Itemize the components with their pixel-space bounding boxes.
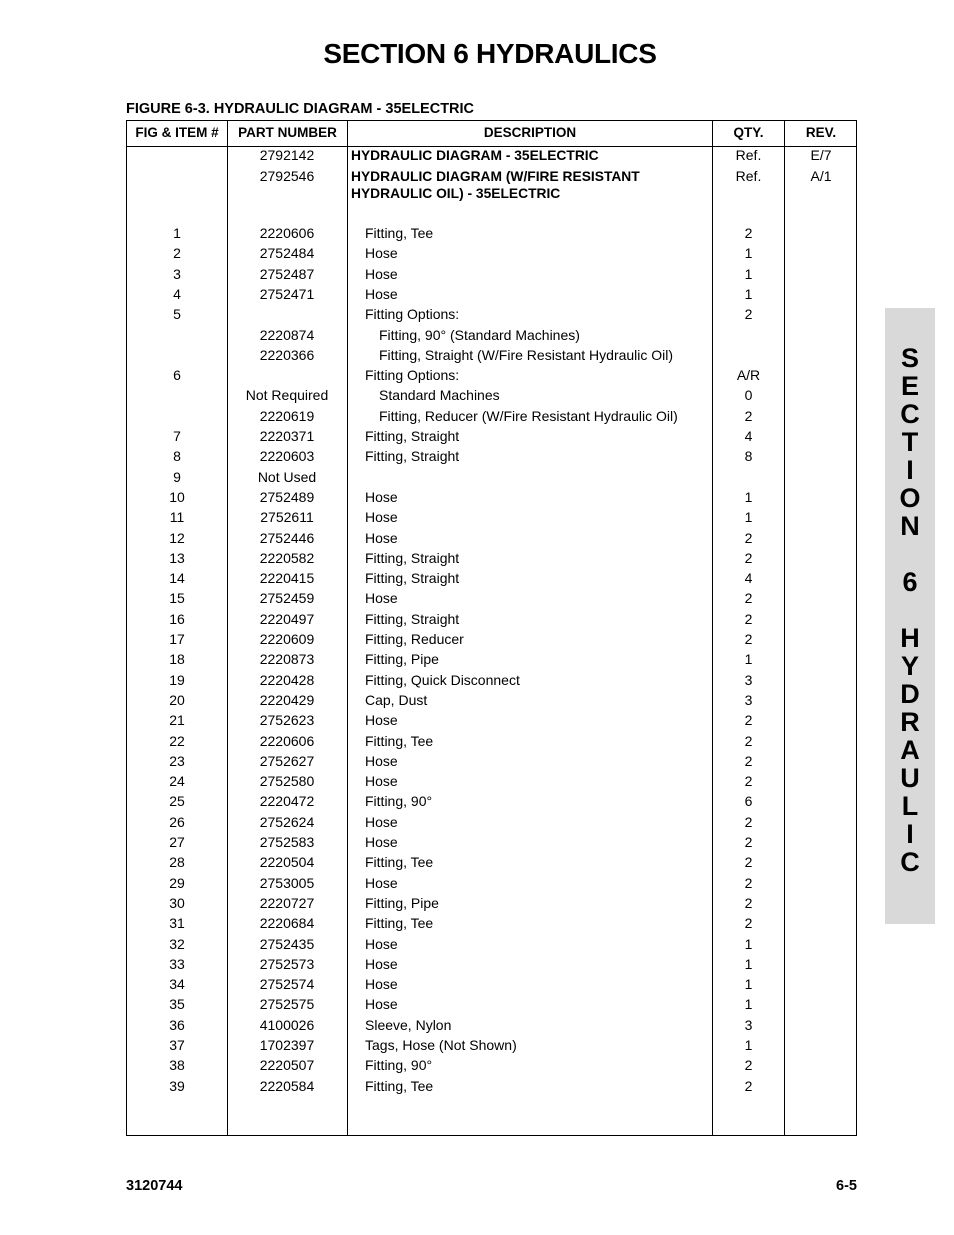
table-row xyxy=(127,672,856,692)
part-number-cell: 2792546 xyxy=(259,168,315,184)
fig-item-cell: 11 xyxy=(169,509,185,526)
description-cell: Fitting, Reducer (W/Fire Resistant Hydraulic Oil) xyxy=(379,407,678,424)
fig-item-cell: 8 xyxy=(173,448,181,465)
part-number-cell: 2752459 xyxy=(259,590,315,607)
fig-item-cell: 16 xyxy=(169,610,185,627)
part-number-cell: 2220415 xyxy=(259,570,315,587)
qty-cell: 2 xyxy=(744,834,753,850)
description-cell: Fitting, Quick Disconnect xyxy=(365,671,520,688)
qty-cell: 2 xyxy=(744,773,753,790)
qty-cell: 1 xyxy=(744,285,753,302)
table-row xyxy=(127,834,856,854)
table-row xyxy=(127,976,856,996)
qty-cell: 2 xyxy=(744,813,753,830)
description-cell: Fitting, Tee xyxy=(365,1077,434,1094)
part-number-cell: 2220429 xyxy=(259,691,315,708)
fig-item-cell: 25 xyxy=(169,793,185,810)
side-tab-letter: I xyxy=(906,819,914,849)
part-number-cell: 2220606 xyxy=(259,732,315,749)
fig-item-cell: 37 xyxy=(169,1037,185,1053)
description-cell: Sleeve, Nylon xyxy=(365,1016,452,1033)
table-row xyxy=(127,286,856,306)
table-row xyxy=(127,347,856,367)
table-row xyxy=(127,245,856,265)
qty-cell: 6 xyxy=(744,793,753,810)
side-tab-letter: Y xyxy=(900,651,919,681)
table-row xyxy=(127,448,856,468)
qty-cell: 2 xyxy=(744,894,753,911)
fig-item-cell: 6 xyxy=(173,367,181,384)
fig-item-cell: 22 xyxy=(169,732,185,749)
part-number-cell: 2220472 xyxy=(259,793,315,810)
table-row xyxy=(127,956,856,976)
table-row xyxy=(127,611,856,631)
fig-item-cell: 3 xyxy=(173,265,181,282)
qty-cell: 1 xyxy=(744,509,753,526)
fig-item-cell: 21 xyxy=(169,712,185,729)
qty-cell: 2 xyxy=(744,306,753,323)
part-number-cell: 2752624 xyxy=(259,813,315,830)
table-row xyxy=(127,530,856,550)
description-cell: Fitting, Tee xyxy=(365,732,434,749)
header-description: DESCRIPTION xyxy=(483,125,577,140)
section-side-tab xyxy=(885,308,935,924)
description-cell: Fitting, Reducer xyxy=(365,631,464,647)
table-row xyxy=(127,147,856,167)
part-number-cell: 2220366 xyxy=(259,346,315,363)
side-tab-letter: 6 xyxy=(902,567,918,597)
description-cell: Fitting, Tee xyxy=(365,915,434,932)
part-number-cell: 2220582 xyxy=(259,549,315,566)
description-cell: Hose xyxy=(365,874,398,891)
qty-cell: 2 xyxy=(744,915,753,932)
side-tab-letter: U xyxy=(900,763,920,793)
side-tab-letter: O xyxy=(899,483,921,513)
description-cell: Fitting, 90° xyxy=(365,1057,433,1074)
qty-cell: 3 xyxy=(744,691,753,708)
description-cell: Fitting, Straight xyxy=(365,570,460,587)
fig-item-cell: 39 xyxy=(169,1077,185,1094)
qty-cell: 0 xyxy=(744,387,753,404)
table-row xyxy=(127,915,856,935)
rev-cell: E/7 xyxy=(810,147,832,163)
part-number-cell: 2752487 xyxy=(259,265,315,282)
fig-item-cell: 12 xyxy=(169,529,185,546)
qty-cell: 2 xyxy=(744,874,753,891)
table-row xyxy=(127,651,856,671)
qty-cell: 3 xyxy=(744,1016,753,1033)
table-row xyxy=(127,306,856,326)
part-number-cell: 2752580 xyxy=(259,773,315,790)
description-cell: Hose xyxy=(365,245,398,262)
part-number-cell: 2220874 xyxy=(259,326,315,343)
description-cell: Hose xyxy=(365,996,398,1013)
qty-cell: 2 xyxy=(744,407,753,424)
part-number-cell: 2752627 xyxy=(259,752,315,769)
description-cell: Hose xyxy=(365,488,398,505)
table-row xyxy=(127,733,856,753)
part-number-cell: 2220619 xyxy=(259,407,315,424)
section-title: SECTION 6 HYDRAULICS xyxy=(323,38,657,69)
description-cell: Fitting, Tee xyxy=(365,854,434,871)
table-row xyxy=(127,509,856,529)
fig-item-cell: 33 xyxy=(169,955,185,972)
table-row xyxy=(127,936,856,956)
side-tab-letter: N xyxy=(900,511,920,541)
header-fig-item: FIG & ITEM # xyxy=(135,125,219,140)
table-row xyxy=(127,225,856,245)
page-number: 6-5 xyxy=(836,1178,857,1194)
qty-cell: 2 xyxy=(744,631,753,647)
table-row xyxy=(127,367,856,387)
qty-cell: 1 xyxy=(744,976,753,993)
qty-cell: 2 xyxy=(744,529,753,546)
fig-item-cell: 19 xyxy=(169,671,185,688)
qty-cell: 1 xyxy=(744,651,753,668)
side-tab-letter: C xyxy=(900,847,920,877)
qty-cell: 2 xyxy=(744,1057,753,1074)
description-cell: Hose xyxy=(365,976,398,993)
part-number-cell: 2752574 xyxy=(259,976,315,993)
description-cell: Fitting, Straight xyxy=(365,448,460,465)
part-number-cell: 2220428 xyxy=(259,671,315,688)
part-number-cell: 2752623 xyxy=(259,712,315,729)
fig-item-cell: 31 xyxy=(169,915,185,932)
part-number-cell: 2752575 xyxy=(259,996,315,1013)
description-cell: Fitting Options: xyxy=(365,367,460,384)
description-cell: HYDRAULIC OIL) - 35ELECTRIC xyxy=(351,186,561,201)
fig-item-cell: 35 xyxy=(169,996,185,1013)
fig-item-cell: 38 xyxy=(169,1057,185,1074)
table-row xyxy=(127,712,856,732)
description-cell: Hose xyxy=(365,834,398,850)
qty-cell: 1 xyxy=(744,265,753,282)
qty-cell: 3 xyxy=(744,671,753,688)
part-number-cell: 2220873 xyxy=(259,651,315,668)
qty-cell: 2 xyxy=(744,752,753,769)
table-row xyxy=(127,1057,856,1077)
side-tab-letter: H xyxy=(900,623,920,653)
fig-item-cell: 34 xyxy=(169,976,185,993)
description-cell: Fitting, Straight (W/Fire Resistant Hydraulic Oil) xyxy=(379,346,674,363)
qty-cell: 2 xyxy=(744,225,753,241)
table-row xyxy=(127,631,856,651)
description-cell: Standard Machines xyxy=(379,387,500,404)
side-tab-letter: D xyxy=(900,679,920,709)
table-row xyxy=(127,753,856,773)
document-number: 3120744 xyxy=(126,1178,183,1194)
qty-cell: 2 xyxy=(744,712,753,729)
table-row xyxy=(127,469,856,489)
part-number-cell: 2220584 xyxy=(259,1077,315,1094)
description-cell: Hose xyxy=(365,955,398,972)
fig-item-cell: 29 xyxy=(169,874,185,891)
description-cell: Fitting, 90° (Standard Machines) xyxy=(379,326,580,343)
fig-item-cell: 17 xyxy=(169,631,185,647)
table-row xyxy=(127,854,856,874)
table-row xyxy=(127,895,856,915)
table-row xyxy=(127,550,856,570)
side-tab-letter: I xyxy=(906,455,914,485)
qty-cell: 1 xyxy=(744,245,753,262)
part-number-cell: 2752573 xyxy=(259,955,315,972)
table-row xyxy=(127,387,856,407)
part-number-cell: 2752484 xyxy=(259,245,315,262)
qty-cell: 1 xyxy=(744,488,753,505)
table-row xyxy=(127,1037,856,1057)
table-row xyxy=(127,570,856,590)
side-tab-letter: S xyxy=(900,343,919,373)
fig-item-cell: 30 xyxy=(169,894,185,911)
description-cell: HYDRAULIC DIAGRAM - 35ELECTRIC xyxy=(351,148,599,163)
table-row xyxy=(127,875,856,895)
qty-cell: 2 xyxy=(744,732,753,749)
fig-item-cell: 32 xyxy=(169,935,185,952)
description-cell: Fitting, Straight xyxy=(365,428,460,444)
part-number-cell: 2220609 xyxy=(259,631,315,647)
parts-table xyxy=(126,120,857,1136)
fig-item-cell: 14 xyxy=(169,570,185,587)
part-number-cell: 2753005 xyxy=(259,874,315,891)
part-number-cell: Not Used xyxy=(257,468,317,485)
description-cell: Fitting, 90° xyxy=(365,793,433,810)
table-row xyxy=(127,692,856,712)
qty-cell: 4 xyxy=(744,570,753,587)
description-cell: Hose xyxy=(365,529,398,546)
part-number-cell: 2752611 xyxy=(260,509,314,526)
description-cell: Hose xyxy=(365,590,398,607)
qty-cell: 2 xyxy=(744,590,753,607)
header-rev: REV. xyxy=(805,125,837,140)
description-cell: Hose xyxy=(365,752,398,769)
fig-item-cell: 24 xyxy=(169,773,185,790)
side-tab-letter: R xyxy=(900,707,920,737)
description-cell: Fitting, Straight xyxy=(365,549,460,566)
part-number-cell: 2220504 xyxy=(259,854,315,871)
qty-cell: 1 xyxy=(744,996,753,1013)
table-row xyxy=(127,1078,856,1098)
part-number-cell: 4100026 xyxy=(259,1016,315,1033)
description-cell: Hose xyxy=(365,509,398,526)
qty-cell: Ref. xyxy=(735,147,762,163)
part-number-cell: 2220371 xyxy=(259,428,315,444)
part-number-cell: 2220603 xyxy=(259,448,315,465)
description-cell: Fitting, Straight xyxy=(365,610,460,627)
fig-item-cell: 20 xyxy=(169,691,185,708)
description-cell: Hose xyxy=(365,773,398,790)
part-number-cell: 1702397 xyxy=(259,1037,315,1053)
qty-cell: 2 xyxy=(744,854,753,871)
description-cell: Hose xyxy=(365,813,398,830)
header-qty: QTY. xyxy=(733,125,764,140)
table-row xyxy=(127,590,856,610)
fig-item-cell: 2 xyxy=(173,245,181,262)
table-row xyxy=(127,489,856,509)
table-row xyxy=(127,773,856,793)
fig-item-cell: 23 xyxy=(169,752,185,769)
fig-item-cell: 10 xyxy=(169,488,185,505)
table-row xyxy=(127,266,856,286)
side-tab-letter: E xyxy=(900,371,919,401)
part-number-cell: 2752471 xyxy=(259,285,315,302)
fig-item-cell: 4 xyxy=(173,285,181,302)
part-number-cell: 2752583 xyxy=(259,834,315,850)
fig-item-cell: 28 xyxy=(169,854,185,871)
table-row xyxy=(127,428,856,448)
fig-item-cell: 18 xyxy=(169,651,185,668)
fig-item-cell: 36 xyxy=(169,1016,185,1033)
part-number-cell: Not Required xyxy=(245,387,329,404)
part-number-cell: 2752435 xyxy=(259,935,315,952)
qty-cell: 2 xyxy=(744,610,753,627)
fig-item-cell: 9 xyxy=(173,468,181,485)
description-cell: Fitting, Pipe xyxy=(365,894,439,911)
description-cell: Hose xyxy=(365,265,398,282)
qty-cell: 4 xyxy=(744,428,753,444)
qty-cell: A/R xyxy=(736,367,761,384)
qty-cell: 1 xyxy=(744,935,753,952)
fig-item-cell: 26 xyxy=(169,813,185,830)
qty-cell: 1 xyxy=(744,955,753,972)
part-number-cell: 2752446 xyxy=(259,529,315,546)
table-row xyxy=(127,408,856,428)
side-tab-letter: C xyxy=(900,399,920,429)
table-row xyxy=(127,327,856,347)
side-tab-letter: L xyxy=(901,791,919,821)
part-number-cell: 2220606 xyxy=(259,225,315,241)
qty-cell: 1 xyxy=(744,1037,753,1053)
qty-cell: 2 xyxy=(744,549,753,566)
figure-title: FIGURE 6-3. HYDRAULIC DIAGRAM - 35ELECTRIC xyxy=(126,101,475,117)
part-number-cell: 2792142 xyxy=(259,147,315,163)
table-row xyxy=(127,996,856,1016)
part-number-cell: 2220497 xyxy=(259,610,315,627)
description-cell: Tags, Hose (Not Shown) xyxy=(365,1037,517,1053)
qty-cell: 2 xyxy=(744,1077,753,1094)
fig-item-cell: 13 xyxy=(169,549,185,566)
table-row xyxy=(127,1017,856,1037)
part-number-cell: 2220507 xyxy=(259,1057,315,1074)
qty-cell: 8 xyxy=(744,448,753,465)
description-cell: Fitting, Pipe xyxy=(365,651,439,668)
table-row xyxy=(127,814,856,834)
description-cell: Cap, Dust xyxy=(365,691,428,708)
fig-item-cell: 5 xyxy=(173,306,181,323)
fig-item-cell: 15 xyxy=(169,590,185,607)
description-cell: Hose xyxy=(365,285,398,302)
fig-item-cell: 7 xyxy=(173,428,181,444)
part-number-cell: 2220727 xyxy=(259,894,315,911)
rev-cell: A/1 xyxy=(810,168,832,184)
description-cell: Hose xyxy=(365,935,398,952)
fig-item-cell: 27 xyxy=(169,834,185,850)
side-tab-letter: T xyxy=(901,427,919,457)
table-row xyxy=(127,185,856,205)
qty-cell: Ref. xyxy=(735,168,762,184)
header-part-number: PART NUMBER xyxy=(238,125,337,140)
description-cell: Hose xyxy=(365,712,398,729)
description-cell: HYDRAULIC DIAGRAM (W/FIRE RESISTANT xyxy=(351,169,640,184)
description-cell: Fitting, Tee xyxy=(365,225,434,241)
part-number-cell: 2220684 xyxy=(259,915,315,932)
fig-item-cell: 1 xyxy=(173,225,181,241)
table-row xyxy=(127,793,856,813)
part-number-cell: 2752489 xyxy=(259,488,315,505)
description-cell: Fitting Options: xyxy=(365,306,460,323)
side-tab-letter: A xyxy=(900,735,920,765)
